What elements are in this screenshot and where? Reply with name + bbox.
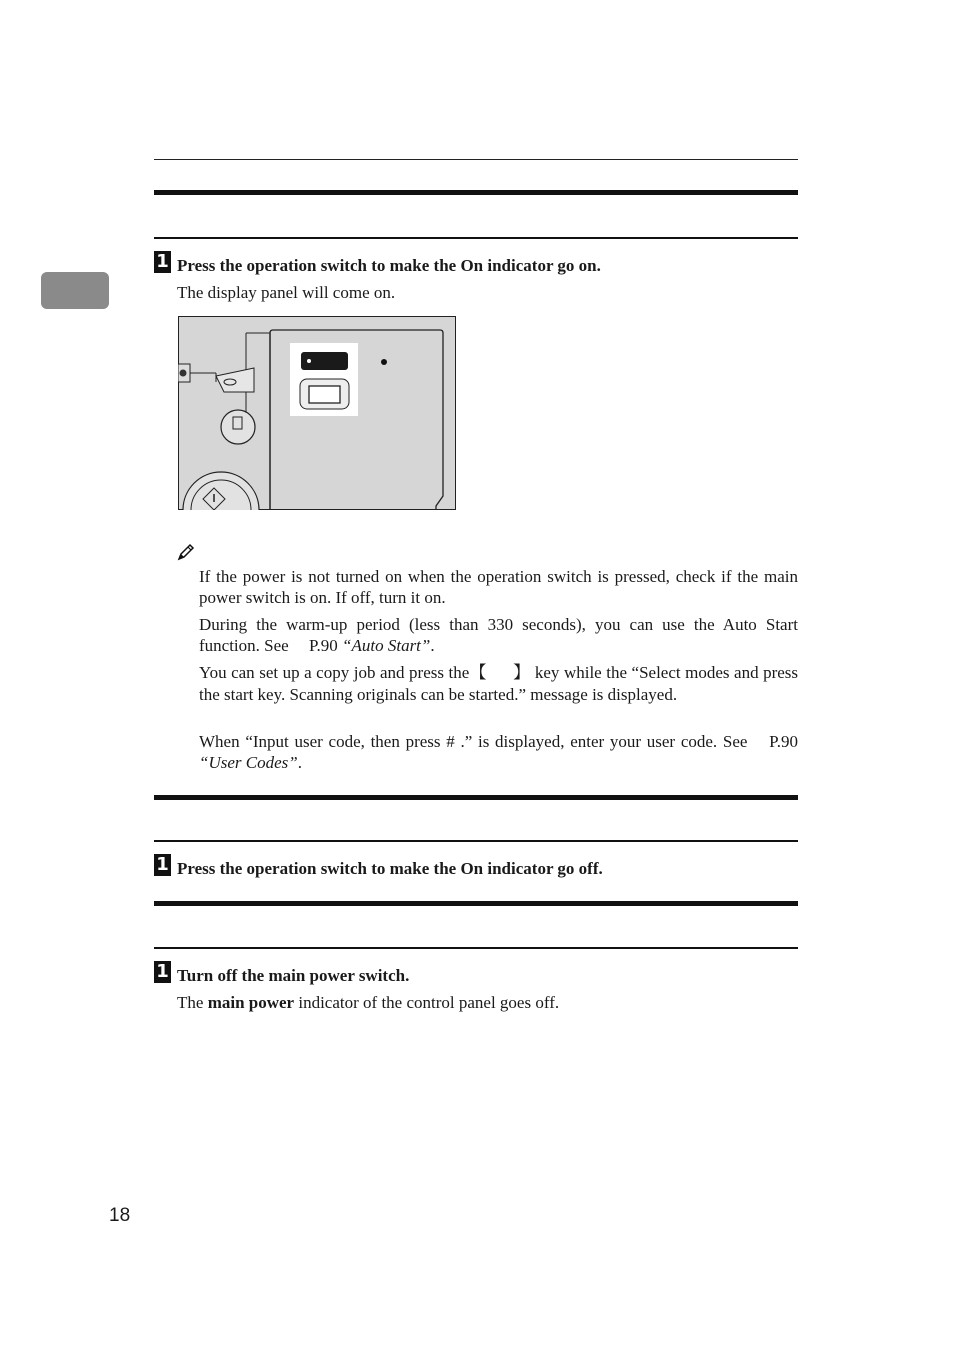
step-instruction: Press the operation switch to make the On indicator go off. bbox=[177, 859, 603, 878]
page-number: 18 bbox=[109, 1205, 131, 1226]
note-item: You can set up a copy job and press the【 】 key while the “Select modes and press the start key. Scanning originals can be started.” message is displayed. bbox=[199, 663, 799, 704]
chapter-tab bbox=[41, 272, 109, 309]
note-item: When “Input user code, then press # .” is displayed, enter your user code. See P.90 “User Codes”. bbox=[199, 732, 798, 772]
note-item: If the power is not turned on when the operation switch is pressed, check if the main power switch is on. If off, turn it on. bbox=[199, 567, 798, 607]
page-reference[interactable]: P.90 bbox=[308, 636, 338, 655]
step-number-badge: 1 bbox=[154, 961, 171, 983]
step-number-badge: 1 bbox=[154, 854, 171, 876]
step-instruction: Press the operation switch to make the On indicator go on. bbox=[177, 256, 601, 275]
page-reference[interactable]: P.90 bbox=[769, 732, 798, 751]
step-instruction: Turn off the main power switch. bbox=[177, 966, 410, 985]
subsection-rule bbox=[154, 947, 798, 949]
step-result: The main power indicator of the control panel goes off. bbox=[177, 993, 560, 1012]
reference-title[interactable]: “Auto Start” bbox=[342, 636, 431, 655]
reference-title[interactable]: “User Codes” bbox=[199, 753, 298, 772]
subsection-rule bbox=[154, 840, 798, 842]
emphasis-text: main power bbox=[207, 993, 295, 1012]
key-bracket-close: 】 bbox=[512, 663, 531, 683]
section-rule bbox=[154, 190, 798, 195]
header-rule bbox=[154, 159, 798, 160]
step-number-badge: 1 bbox=[154, 251, 171, 273]
subsection-rule bbox=[154, 237, 798, 239]
step-result: The display panel will come on. bbox=[177, 283, 396, 302]
section-rule bbox=[154, 901, 798, 906]
control-panel-illustration bbox=[178, 316, 456, 510]
key-bracket-open: 【 bbox=[469, 663, 487, 683]
pencil-note-icon bbox=[176, 542, 196, 562]
note-item: During the warm-up period (less than 330 seconds), you can use the Auto Start function. See P.90 “Auto Start”. bbox=[199, 615, 798, 655]
section-rule bbox=[154, 795, 798, 800]
